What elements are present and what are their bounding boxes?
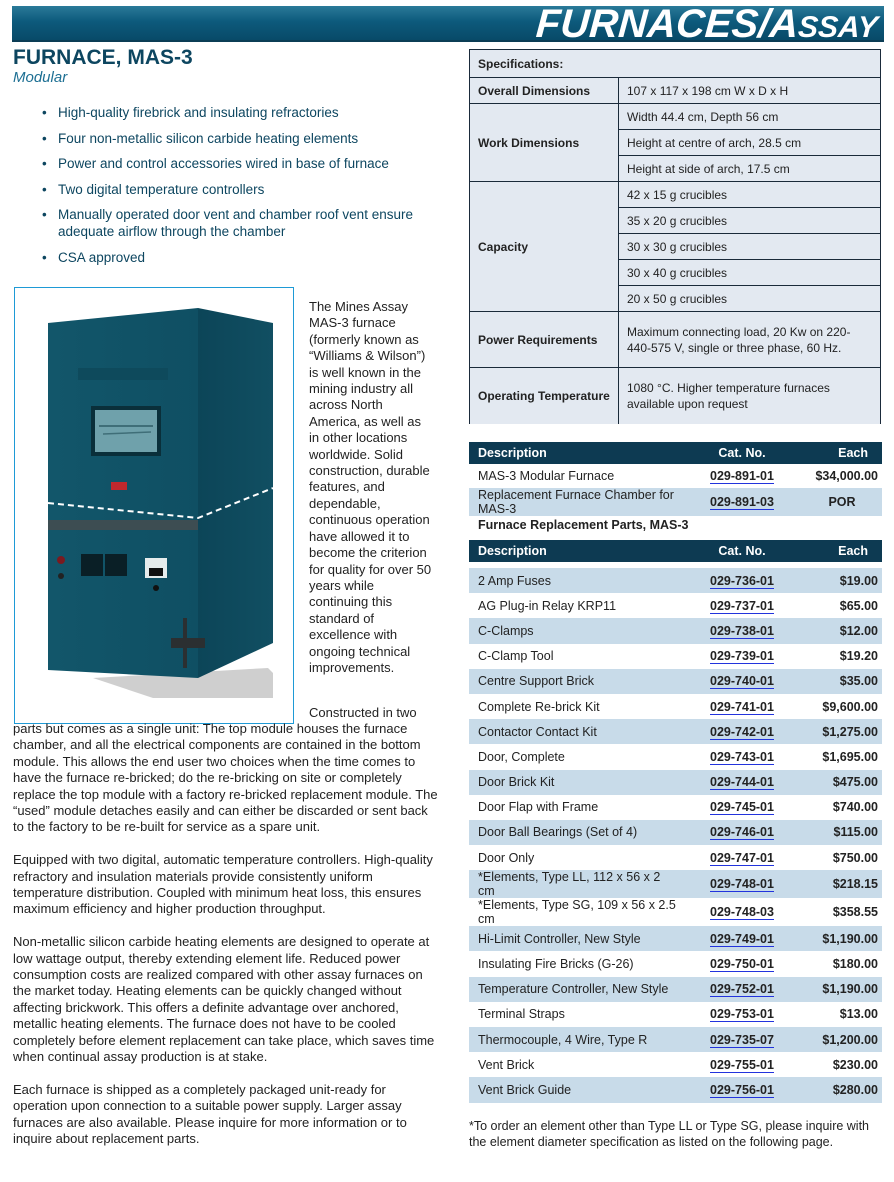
item-price: $475.00 (802, 770, 882, 795)
cat-no-link[interactable]: 029-752-01 (710, 982, 774, 997)
product-title: FURNACE, MAS-3 (13, 46, 193, 69)
table-row (469, 568, 882, 593)
item-description: Vent Brick (478, 1057, 535, 1072)
table-row (469, 593, 882, 618)
table-row (469, 898, 882, 926)
item-price: $35.00 (802, 669, 882, 694)
cat-no-link[interactable]: 029-738-01 (710, 623, 774, 638)
item-price: $65.00 (839, 598, 878, 613)
description-body (13, 704, 438, 1164)
feature-item: • Manually operated door vent and chamber roof vent ensure adequate airflow through the chamber (42, 206, 452, 240)
item-price: $12.00 (802, 618, 882, 643)
item-price: POR (802, 488, 882, 516)
cat-no-link[interactable]: 029-753-01 (710, 1007, 774, 1022)
item-description: *Elements, Type LL, 112 x 56 x 2 cm (469, 870, 682, 898)
cat-no-link[interactable]: 029-737-01 (710, 598, 774, 613)
description-paragraph: Each furnace is shipped as a completely packaged unit-ready for operation upon connection to a suitable power supply. Larger assay furnaces are also available. Please inquire for more information or to inquire about replacement parts. (13, 1081, 407, 1147)
item-price: $750.00 (832, 850, 878, 865)
cat-no-link[interactable]: 029-891-03 (710, 495, 774, 509)
table-row (469, 719, 882, 744)
item-description: Door Ball Bearings (Set of 4) (469, 820, 682, 845)
table-row (469, 770, 882, 795)
item-price: $34,000.00 (815, 469, 878, 483)
cat-no-link[interactable]: 029-749-01 (710, 931, 774, 946)
table-row (469, 977, 882, 1002)
element-footnote: *To order an element other than Type LL or Type SG, please inquire with the element diameter specification as listed on the following page. (469, 1119, 870, 1149)
table-row (469, 669, 882, 694)
table-row (469, 694, 882, 719)
specifications-table (469, 49, 881, 424)
spec-value: Maximum connecting load, 20 Kw on 220-440-575 V, single or three phase, 60 Hz. (619, 312, 881, 368)
item-description: AG Plug-in Relay KRP11 (478, 598, 617, 613)
spec-value: 30 x 30 g crucibles (619, 234, 881, 260)
parts-heading: Furnace Replacement Parts, MAS-3 (478, 518, 689, 532)
spec-label: Operating Temperature (470, 368, 619, 424)
product-subtitle: Modular (13, 69, 68, 86)
item-price: $740.00 (832, 800, 878, 815)
item-description: Contactor Contact Kit (469, 719, 682, 744)
description-paragraph: Equipped with two digital, automatic temperature controllers. High-quality refractory and insulation materials provide consistently uniform temperature distribution. Coupled with minimum heat loss, this ensures maximum efficiency and higher production throughput. (13, 852, 433, 917)
column-header-each: Each (802, 442, 882, 464)
table-row (469, 951, 882, 976)
column-header-description: Description (469, 442, 682, 464)
specifications-heading: Specifications: (470, 50, 881, 78)
spec-value: 1080 °C. Higher temperature furnaces available upon request (619, 368, 881, 424)
item-price: $19.20 (839, 649, 878, 664)
table-row (469, 870, 882, 898)
column-header-each: Each (802, 540, 882, 562)
item-description: Vent Brick Guide (469, 1077, 682, 1102)
table-row (469, 1002, 882, 1027)
item-price: $19.00 (802, 568, 882, 593)
table-row (469, 1027, 882, 1052)
item-description: Hi-Limit Controller, New Style (469, 926, 682, 951)
item-description: Thermocouple, 4 Wire, Type R (469, 1027, 682, 1052)
item-price: $1,190.00 (802, 977, 882, 1002)
table-row (469, 644, 882, 669)
item-description: 2 Amp Fuses (469, 568, 682, 593)
cat-no-link[interactable]: 029-756-01 (710, 1082, 774, 1097)
item-description: Centre Support Brick (469, 669, 682, 694)
cat-no-link[interactable]: 029-746-01 (710, 825, 774, 840)
item-description: Replacement Furnace Chamber for MAS-3 (469, 488, 682, 516)
intro-paragraph: The Mines Assay MAS-3 furnace (formerly known as “Williams & Wilson”) is well known in the mining industry all across North America, as well as in other locations worldwide. Solid construction, durable features, and dependable, continuous operation have allowed it to become the criterion for quality for over 50 years while continuing this standard of excellence with ongoing technical improvements. (309, 299, 432, 675)
furnace-image (33, 298, 273, 698)
spec-value: 107 x 117 x 198 cm W x D x H (619, 78, 881, 104)
description-paragraph: Non-metallic silicon carbide heating elements are designed to operate at low wattage output, thereby extending element life. Reduced power consumption costs are realized compared with other assay furnaces on the market today. Heating elements can be quickly changed without affecting brickwork. This offers a definite advantage over anchored, metallic heating elements. The furnace does not have to be cooled completely before element replacement can take place, which saves time when continual assay production is at stake. (13, 934, 435, 1065)
item-price: $230.00 (832, 1057, 878, 1072)
cat-no-link[interactable]: 029-750-01 (710, 957, 774, 972)
item-price: $1,275.00 (802, 719, 882, 744)
item-description: *Elements, Type SG, 109 x 56 x 2.5 cm (478, 898, 676, 927)
item-description: Door Only (478, 850, 535, 865)
section-banner (12, 2, 884, 46)
cat-no-link[interactable]: 029-740-01 (710, 674, 774, 689)
spec-value: 42 x 15 g crucibles (619, 182, 881, 208)
column-header-description: Description (469, 540, 682, 562)
item-description: Terminal Straps (478, 1007, 565, 1022)
spec-label: Work Dimensions (470, 104, 619, 182)
cat-no-link[interactable]: 029-743-01 (710, 749, 774, 764)
table-header-row (469, 540, 882, 562)
item-price: $115.00 (802, 820, 882, 845)
cat-no-link[interactable]: 029-736-01 (710, 573, 774, 588)
cat-no-link[interactable]: 029-748-01 (710, 877, 774, 892)
item-price: $1,695.00 (822, 749, 878, 764)
item-price: $280.00 (802, 1077, 882, 1102)
cat-no-link[interactable]: 029-741-01 (710, 699, 774, 714)
item-description: C-Clamps (469, 618, 682, 643)
table-row (469, 1077, 882, 1102)
cat-no-link[interactable]: 029-748-03 (710, 905, 774, 920)
column-header-cat-no: Cat. No. (682, 442, 802, 464)
item-price: $180.00 (832, 957, 878, 972)
price-table (469, 442, 882, 516)
spec-value: 35 x 20 g crucibles (619, 208, 881, 234)
table-row (469, 744, 882, 769)
item-description: Door Brick Kit (469, 770, 682, 795)
spec-value: 20 x 50 g crucibles (619, 286, 881, 312)
spec-label: Capacity (470, 182, 619, 312)
item-description: C-Clamp Tool (478, 649, 554, 664)
item-description: Insulating Fire Bricks (G-26) (478, 957, 634, 972)
table-row (469, 1052, 882, 1077)
feature-item: • CSA approved (42, 249, 452, 266)
cat-no-link[interactable]: 029-739-01 (710, 649, 774, 664)
cat-no-link[interactable]: 029-745-01 (710, 800, 774, 815)
feature-item: • Two digital temperature controllers (42, 181, 452, 198)
item-price: $218.15 (802, 870, 882, 898)
spec-value: 30 x 40 g crucibles (619, 260, 881, 286)
spec-value: Height at side of arch, 17.5 cm (619, 156, 881, 182)
table-row (469, 464, 882, 488)
item-description: Complete Re-brick Kit (478, 699, 600, 714)
item-price: $1,190.00 (802, 926, 882, 951)
cat-no-link[interactable]: 029-755-01 (710, 1057, 774, 1072)
cat-no-link[interactable]: 029-735-07 (710, 1032, 774, 1047)
item-description: Door, Complete (478, 749, 565, 764)
section-title: FURNACES/ASSAY (534, 2, 880, 46)
feature-item: • High-quality firebrick and insulating refractories (42, 104, 452, 121)
item-price: $13.00 (839, 1007, 878, 1022)
table-row (469, 820, 882, 845)
feature-item: • Four non-metallic silicon carbide heating elements (42, 130, 452, 147)
item-description: MAS-3 Modular Furnace (478, 469, 615, 483)
cat-no-link[interactable]: 029-744-01 (710, 775, 774, 790)
column-header-cat-no: Cat. No. (682, 540, 802, 562)
spec-label: Power Requirements (470, 312, 619, 368)
cat-no-link[interactable]: 029-747-01 (710, 850, 774, 865)
table-row (469, 845, 882, 870)
description-paragraph: Constructed in two parts but comes as a single unit: The top module houses the furnace chamber, and all the electrical components are contained in the bottom module. This allows the end user two choices when the time comes to have the furnace re-bricked; do the re-bricking on site or completely replace the top module with a factory re-bricked replacement module. The “used” module detaches easily and can either be discarded or sent back to the factory to be re-built for service as a spare unit. (13, 704, 438, 835)
feature-item: • Power and control accessories wired in base of furnace (42, 155, 452, 172)
item-description: Door Flap with Frame (478, 800, 599, 815)
item-price: $9,600.00 (822, 699, 878, 714)
table-row (469, 488, 882, 516)
table-row (469, 618, 882, 643)
parts-table (469, 540, 882, 1103)
item-price: $358.55 (832, 905, 878, 920)
table-row (469, 926, 882, 951)
cat-no-link[interactable]: 029-891-01 (710, 469, 774, 483)
item-description: Temperature Controller, New Style (469, 977, 682, 1002)
feature-list (42, 104, 452, 274)
product-photo (14, 287, 294, 724)
spec-value: Height at centre of arch, 28.5 cm (619, 130, 881, 156)
cat-no-link[interactable]: 029-742-01 (710, 724, 774, 739)
item-price: $1,200.00 (802, 1027, 882, 1052)
table-row (469, 795, 882, 820)
spec-label: Overall Dimensions (470, 78, 619, 104)
table-header-row (469, 442, 882, 464)
spec-value: Width 44.4 cm, Depth 56 cm (619, 104, 881, 130)
